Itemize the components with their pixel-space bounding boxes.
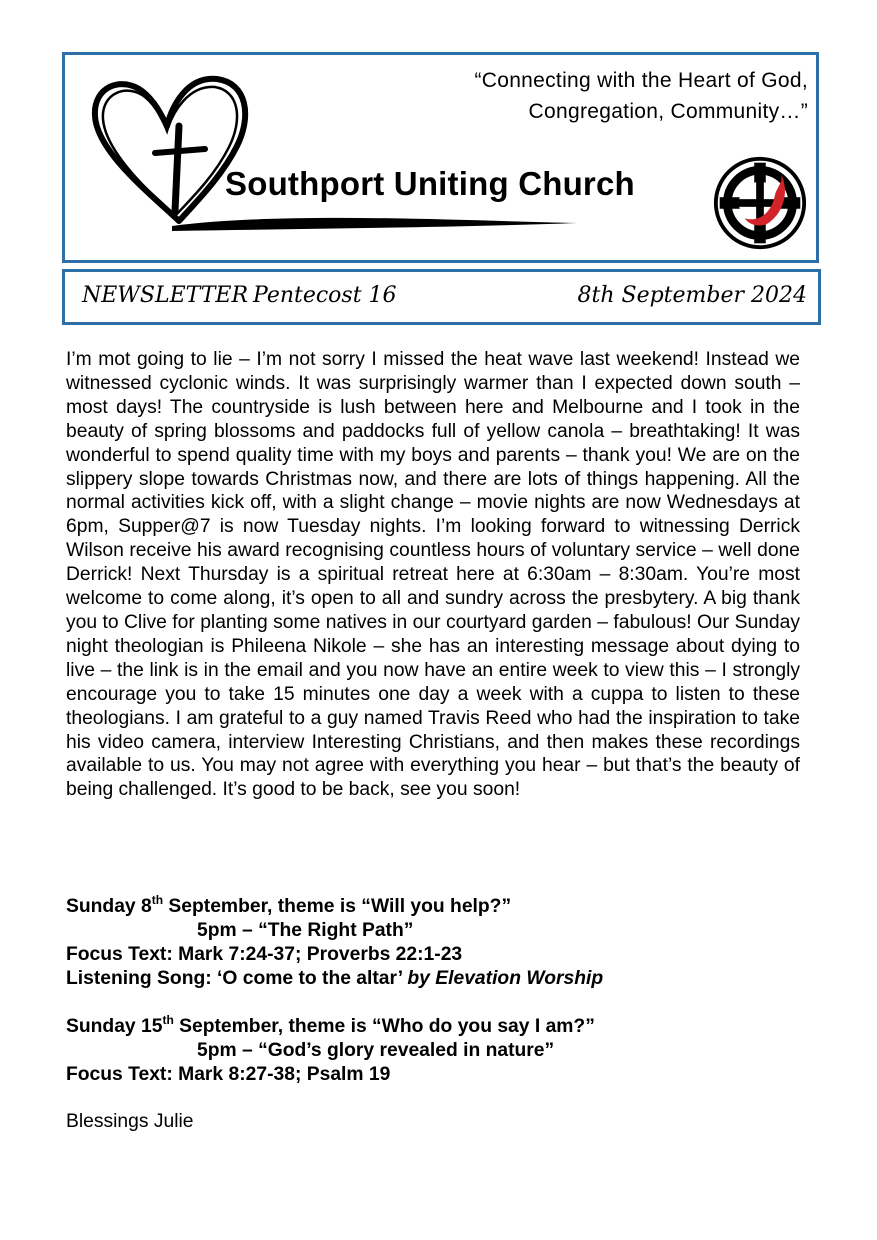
signoff: Blessings Julie <box>66 1111 194 1132</box>
pentecost-label: Pentecost 16 <box>253 283 397 308</box>
masthead <box>62 52 819 263</box>
newsletter-banner <box>62 269 821 325</box>
service-2-focus: Focus Text: Mark 8:27-38; Psalm 19 <box>66 1064 391 1085</box>
newsletter-label: NEWSLETTER <box>82 283 249 308</box>
service-2-day: Sunday 15 <box>66 1016 163 1037</box>
service-1-evening: 5pm – “The Right Path” <box>197 920 414 941</box>
letter-paragraph: I’m mot going to lie – I’m not sorry I missed the heat wave last weekend! Instead we witnessed cyclonic winds. It was surprisingly warmer than I expected down south – most days! The countryside is lush between here and Melbourne and I took in the beauty of spring blossoms and paddocks full of yellow canola – breathtaking! It was wonderful to spend quality time with my boys and parents – thank you! We are on the slippery slope towards Christmas now, and there are lots of things happening. All the normal activities kick off, with a slight change – movie nights are now Wednesdays at 6pm, Supper@7 is now Tuesday nights. I’m looking forward to witnessing Derrick Wilson receive his award recognising countless hours of voluntary service – well done Derrick! Next Thursday is a spiritual retreat here at 6:30am – 8:30am. You’re most welcome to come along, it’s open to all and sundry across the presbytery. A big thank you to Clive for planting some natives in our courtyard garden – fabulous! Our Sunday night theologian is Phileena Nikole – she has an interesting message about dying to live – the link is in the email and you now have an entire week to view this – I strongly encourage you to take 15 minutes one day a week with a cuppa to listen to these theologians. I am grateful to a guy named Travis Reed who had the inspiration to take his video camera, interview Interesting Christians, and then makes these recordings available to us. You may not agree with everything you hear – but that’s the beauty of being challenged. It’s good to be back, see you soon! <box>66 349 800 801</box>
service-1-theme-text: September, theme is “Will you help?” <box>163 896 512 917</box>
service-2-theme-text: September, theme is “Who do you say I am?” <box>173 1016 595 1037</box>
song-title: ‘O come to the altar’ <box>217 968 403 989</box>
service-1-theme <box>66 892 603 919</box>
church-name: Southport Uniting Church <box>225 165 635 202</box>
song-label: Listening Song: <box>66 968 218 989</box>
service-1-focus: Focus Text: Mark 7:24-37; Proverbs 22:1-23 <box>66 944 463 965</box>
service-1 <box>66 892 604 991</box>
service-1-song <box>66 967 603 991</box>
service-2-theme <box>66 1012 595 1039</box>
song-artist: by Elevation Worship <box>407 968 604 989</box>
service-2-evening: 5pm – “God’s glory revealed in nature” <box>197 1040 555 1061</box>
service-1-day-suffix: th <box>151 892 164 907</box>
service-1-day: Sunday 8 <box>66 896 152 917</box>
tagline-line-1: “Connecting with the Heart of God, <box>474 69 808 92</box>
newsletter-date: 8th September 2024 <box>577 283 807 308</box>
tagline-line-2: Congregation, Community…” <box>528 100 808 123</box>
pastor-letter <box>66 348 800 802</box>
tagline <box>474 65 808 127</box>
service-2 <box>66 1012 595 1087</box>
service-2-day-suffix: th <box>162 1012 174 1027</box>
uniting-church-emblem-icon <box>712 155 808 251</box>
